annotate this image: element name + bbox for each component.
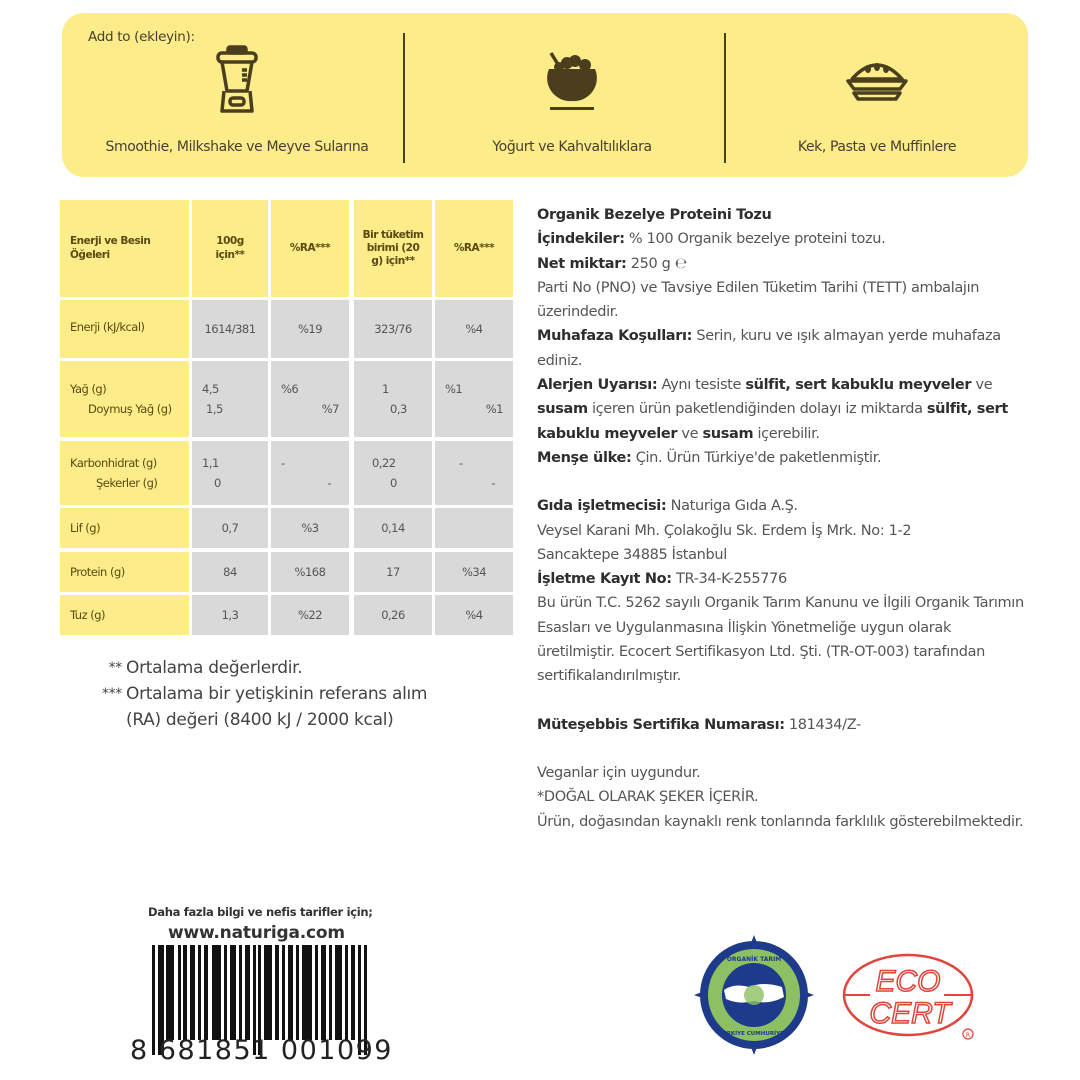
subvalue: -: [327, 476, 331, 490]
vegan-note: Veganlar için uygundur.: [537, 764, 701, 781]
barcode-number: 8 681851 001099: [130, 1035, 393, 1066]
cell-value: [354, 361, 432, 437]
registration-label: İşletme Kayıt No:: [537, 571, 672, 588]
use-label: Yoğurt ve Kahvaltılıklara: [492, 139, 652, 155]
allergen: sülfit, sert kabuklu meyveler: [537, 401, 1008, 442]
allergen: susam: [702, 425, 754, 442]
operator-label: Gıda işletmecisi:: [537, 498, 667, 515]
footnote-continued: (RA) değeri (8400 kJ / 2000 kcal): [126, 710, 394, 730]
footnote-mark: **: [108, 660, 122, 676]
label: Yağ (g): [70, 382, 107, 396]
cell-value: 0,26: [354, 595, 432, 635]
cell-value: %4: [435, 595, 513, 635]
cell-value: [192, 441, 268, 505]
ecocert-logo: [840, 950, 980, 1045]
cell-value: %19: [271, 300, 349, 358]
text: içeren ürün paketlendiğinden dolayı iz miktarda: [587, 401, 927, 418]
cell-value: 0,14: [354, 508, 432, 548]
certificate-label: Müteşebbis Sertifika Numarası:: [537, 716, 785, 733]
value: 0,22: [372, 456, 396, 470]
allergen-warning: [537, 373, 1027, 446]
cell-value: %34: [435, 552, 513, 592]
use-label: Kek, Pasta ve Muffinlere: [797, 139, 957, 155]
divider: [403, 33, 405, 163]
operator: Naturiga Gıda A.Ş.: [666, 498, 798, 515]
ecocert-cert: CERT: [869, 997, 951, 1030]
value: 1,1: [202, 456, 219, 470]
cell-value: %168: [271, 552, 349, 592]
row-label-energy: Enerji (kJ/kcal): [60, 300, 189, 358]
cell-value: %4: [435, 300, 513, 358]
logo-text-top: ORGANİK TARIM: [726, 956, 782, 963]
table-footnotes: [80, 655, 427, 733]
subvalue: 1,5: [206, 402, 223, 416]
header-per-serving: Bir tüketim birimi (20 g) için**: [354, 200, 432, 297]
address-line-1: Veysel Karani Mh. Çolakoğlu Sk. Erdem İş Mrk. No: 1-2: [537, 522, 912, 539]
product-name: Organik Bezelye Proteini Tozu: [537, 207, 772, 223]
subvalue: 0: [390, 476, 397, 490]
sublabel: Şekerler (g): [96, 476, 158, 490]
subvalue: %1: [485, 402, 503, 416]
storage: Serin, kuru ve ışık almayan yerde muhafaza ediniz.: [537, 328, 1001, 369]
logo-text-bottom: TÜRKİYE CUMHURİYETİ: [718, 1031, 790, 1037]
footnote-text: Ortalama değerlerdir.: [126, 658, 303, 678]
organic-tarim-logo: [694, 935, 814, 1055]
subvalue: 0: [214, 476, 221, 490]
color-note: Ürün, doğasından kaynaklı renk tonlarında farklılık gösterebilmektedir.: [537, 813, 1024, 830]
use-label: Smoothie, Milkshake ve Meyve Sularına: [105, 139, 369, 155]
use-item-cake: [752, 43, 1002, 155]
cell-value: [435, 361, 513, 437]
website-link[interactable]: www.naturiga.com: [168, 923, 345, 943]
more-info-text: Daha fazla bilgi ve nefis tarifler için;: [148, 905, 373, 919]
address-line-2: Sancaktepe 34885 İstanbul: [537, 546, 727, 563]
cell-value: 1614/381: [192, 300, 268, 358]
cell-value: [435, 441, 513, 505]
allergen-label: Alerjen Uyarısı:: [537, 377, 658, 394]
header-nutrients: Enerji ve Besin Öğeleri: [60, 200, 189, 297]
cell-value: 323/76: [354, 300, 432, 358]
cell-value: [192, 361, 268, 437]
registration-number: TR-34-K-255776: [671, 571, 787, 588]
cell-value: [271, 441, 349, 505]
blender-icon: [202, 43, 272, 113]
cell-value: [354, 441, 432, 505]
organic-statement: Bu ürün T.C. 5262 sayılı Organik Tarım Kanunu ve İlgili Organik Tarımın Esasları ve Uygulanmasına İlişkin Yönetmeliğe uygun olarak üretilmiştir. Ecocert Sertifikasyon Ltd. Şti. (TR-OT-003) tarafından sertifikalandırılmıştır.: [537, 595, 1024, 685]
row-label-salt: Tuz (g): [60, 595, 189, 635]
cell-value: 0,7: [192, 508, 268, 548]
row-label-fiber: Lif (g): [60, 508, 189, 548]
ecocert-eco: ECO: [875, 965, 941, 998]
text: içerebilir.: [753, 425, 820, 442]
cell-value: %3: [271, 508, 349, 548]
ingredients: % 100 Organik bezelye proteini tozu.: [624, 231, 886, 248]
sugar-note: *DOĞAL OLARAK ŞEKER İÇERİR.: [537, 789, 759, 806]
value: 4,5: [202, 382, 219, 396]
cell-value: [435, 508, 513, 548]
footnote: [80, 655, 427, 681]
origin: Çin. Ürün Türkiye'de paketlenmiştir.: [631, 449, 882, 466]
net-amount: 250 g ℮: [626, 255, 687, 272]
pie-icon: [842, 43, 912, 113]
cell-value: [271, 361, 349, 437]
row-label-fat: [60, 361, 189, 437]
yogurt-bowl-icon: [537, 43, 607, 113]
value: %6: [281, 382, 299, 396]
subvalue: 0,3: [390, 402, 407, 416]
product-info: [537, 203, 1027, 834]
svg-text:R: R: [965, 1032, 971, 1039]
subvalue: -: [491, 476, 495, 490]
value: -: [281, 456, 285, 470]
allergen: sülfit, sert kabuklu meyveler: [745, 377, 972, 394]
subvalue: %7: [321, 402, 339, 416]
ingredients-label: İçindekiler:: [537, 231, 625, 248]
origin-label: Menşe ülke:: [537, 449, 632, 466]
storage-label: Muhafaza Koşulları:: [537, 328, 693, 345]
header-per-100g: 100g için**: [192, 200, 268, 297]
row-label-protein: Protein (g): [60, 552, 189, 592]
text: ve: [971, 377, 993, 394]
row-label-carbs: [60, 441, 189, 505]
use-item-smoothie: [92, 43, 382, 155]
text: ve: [677, 425, 703, 442]
value: 1: [382, 382, 389, 396]
net-label: Net miktar:: [537, 255, 627, 272]
certificate-number: 181434/Z-: [784, 716, 861, 733]
batch-info: Parti No (PNO) ve Tavsiye Edilen Tüketim Tarihi (TETT) ambalajın üzerindedir.: [537, 279, 980, 321]
allergen: susam: [537, 401, 588, 418]
header-ra-100g: %RA***: [271, 200, 349, 297]
text: Aynı tesiste: [657, 377, 746, 394]
value: -: [459, 456, 463, 470]
footnote: [80, 681, 427, 707]
divider: [724, 33, 726, 163]
label: Karbonhidrat (g): [70, 456, 157, 470]
cell-value: 1,3: [192, 595, 268, 635]
use-item-yogurt: [422, 43, 722, 155]
cell-value: 17: [354, 552, 432, 592]
banner-title: Add to (ekleyin):: [88, 29, 195, 45]
header-ra-serving: %RA***: [435, 200, 513, 297]
cell-value: %22: [271, 595, 349, 635]
value: %1: [445, 382, 463, 396]
footnote-mark: ***: [101, 686, 122, 702]
usage-banner: [62, 13, 1028, 177]
cell-value: 84: [192, 552, 268, 592]
footnote-text: Ortalama bir yetişkinin referans alım: [126, 684, 428, 704]
sublabel: Doymuş Yağ (g): [88, 402, 172, 416]
